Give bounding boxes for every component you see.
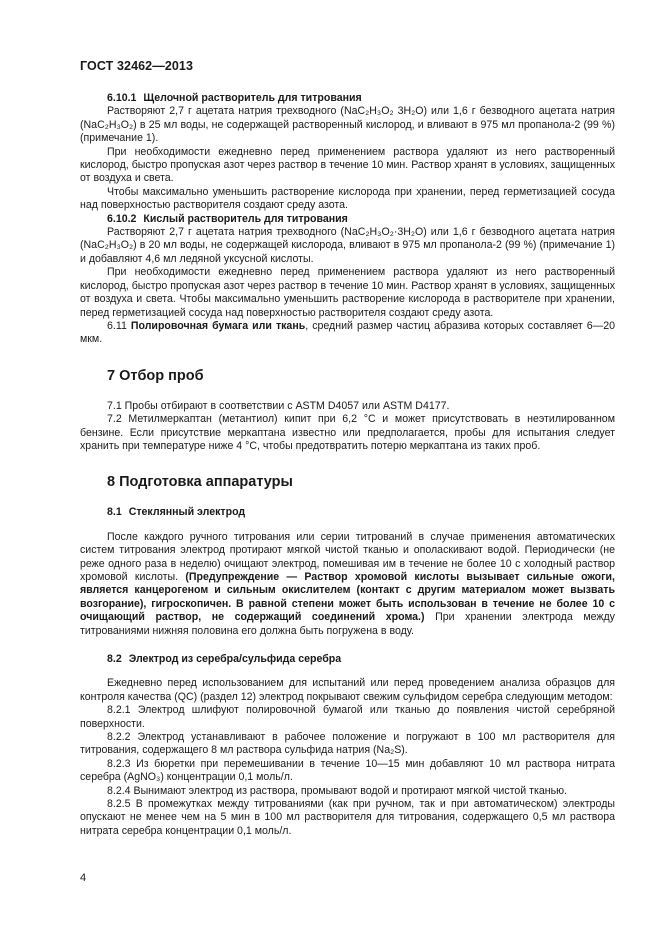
- document-header: ГОСТ 32462—2013: [80, 59, 194, 73]
- list-item: 8.2.3 Из бюретки при перемешивании в течение 10—15 мин добавляют 10 мл раствора нитрата серебра (AgNO₃) концентрации 0,1 моль/л.: [80, 757, 615, 784]
- paragraph: 7.1 Пробы отбирают в соответствии с ASTM D4057 или ASTM D4177.: [107, 399, 450, 412]
- subsection-6-10-2-heading: [80, 213, 615, 226]
- subsection-8-2-heading: [80, 653, 615, 666]
- section-8-title: 8 Подготовка аппаратуры: [107, 474, 293, 491]
- subsection-number: 6.10.2: [107, 212, 137, 225]
- subsection-title: Электрод из серебра/сульфида серебра: [128, 653, 342, 665]
- list-item: 8.2.2 Электрод устанавливают в рабочее положение и погружают в 100 мл растворителя для титрования, содержащего 8 мл раствора сульфида натрия (Na₂S).: [80, 731, 615, 757]
- clause-text: , средний размер частиц абразива которых составляет 6—20 мкм.: [80, 319, 616, 346]
- page-content: [80, 92, 615, 838]
- paragraph: Ежедневно перед использованием для испытаний или перед проведением анализа образцов для контроля качества (QC) (раздел 12) электрод покрывают свежим сульфидом серебра следующим методом:: [80, 677, 615, 703]
- clause-term: Полировочная бумага или ткань: [130, 319, 306, 332]
- subsection-title: Кислый растворитель для титрования: [143, 212, 348, 225]
- paragraph: При необходимости ежедневно перед применением раствора удаляют из него растворенный кислород, быстро пропуская азот через раствор в течение 10 мин. Раствор хранят в условиях, защищенных от воздуха и света. Чтобы максимально уменьшить растворение кислорода в растворителе при хранении, перед герметизацией сосуда над поверхностью растворителя создают среду азота.: [80, 266, 615, 319]
- list-item: 8.2.4 Вынимают электрод из раствора, промывают водой и протирают мягкой чистой тканью.: [107, 784, 567, 797]
- subsection-6-10-1-heading: [80, 92, 615, 105]
- page-number: 4: [80, 872, 87, 884]
- section-7-title: 7 Отбор проб: [107, 367, 204, 384]
- subsection-number: 6.10.1: [107, 92, 137, 104]
- paragraph-text: После каждого ручного титрования или серии титрований в случае применения автоматических систем титрования электрод протирают мягкой чистой тканью и ополаскивают водой. Периодически (не реже одного раза в неделю) очищают электрод, помешивая им в течение не более 10 с холодный раствор хромовой кислоты.: [80, 530, 615, 583]
- list-item: 8.2.5 В промежутках между титрованиями (как при ручном, так и при автоматическом) электроды опускают не менее чем на 5 мин в 100 мл растворителя для титрования, содержащего 0,5 мл раствора нитрата серебра концентрации 0,1 моль/л.: [80, 798, 615, 837]
- subsection-title: Стеклянный электрод: [128, 506, 246, 519]
- subsection-number: 8.1: [107, 506, 122, 519]
- paragraph: 7.2 Метилмеркаптан (метантиол) кипит при 6,2 °С и может присутствовать в неэтилированном бензине. Если присутствие меркаптана известно или предполагается, пробы для испытания следует хранить при температуре ниже 4 °С, чтобы предотвратить потерю меркаптана из таких проб.: [80, 413, 615, 452]
- paragraph: Растворяют 2,7 г ацетата натрия трехводного (NaC₂H₃O₂·3H₂O) или 1,6 г безводного ацетата натрия (NaC₂H₃O₂) в 20 мл воды, не содержащей кислорода, вливают в 975 мл пропанола-2 (99 %) (примечание 1) и добавляют 4,6 мл ледяной уксусной кислоты.: [80, 226, 615, 265]
- subsection-title: Щелочной растворитель для титрования: [143, 92, 362, 104]
- list-item: 8.2.1 Электрод шлифуют полировочной бумагой или тканью до появления чистой серебряной поверхности.: [80, 704, 615, 730]
- paragraph: Растворяют 2,7 г ацетата натрия трехводного (NaC₂H₃O₂ 3H₂O) или 1,6 г безводного ацетата натрия (NaC₂H₃O₂) в 25 мл воды, не содержащей растворенный кислород, и вливают в 975 мл пропанола-2 (99 %) (примечание 1).: [80, 105, 615, 145]
- paragraph: Чтобы максимально уменьшить растворение кислорода при хранении, перед герметизацией сосуда над поверхностью растворителя создают среду азота.: [80, 185, 615, 212]
- clause-number: 6.11: [107, 319, 127, 332]
- paragraph: При необходимости ежедневно перед применением раствора удаляют из него растворенный кислород, быстро пропуская азот через раствор в течение 10 мин. Раствор хранят в условиях, защищенных от воздуха и света.: [80, 145, 615, 185]
- paragraph-6-11: [80, 320, 615, 347]
- paragraph-text: При хранении электрода между титрованиями нижняя половина его должна быть погружена в воду.: [80, 611, 615, 637]
- paragraph-8-1: [80, 531, 615, 638]
- subsection-8-1-heading: [80, 506, 615, 519]
- warning-text: (Предупреждение — Раствор хромовой кислоты вызывает сильные ожоги, является канцерогеном и сильным окислителем (контакт с другим материалом может вызвать возгорание), гигроскопичен. В равной степени может быть использован в течение не более 10 с очищающий раствор, не содержащий соединений хрома.): [80, 570, 615, 624]
- subsection-number: 8.2: [107, 653, 122, 665]
